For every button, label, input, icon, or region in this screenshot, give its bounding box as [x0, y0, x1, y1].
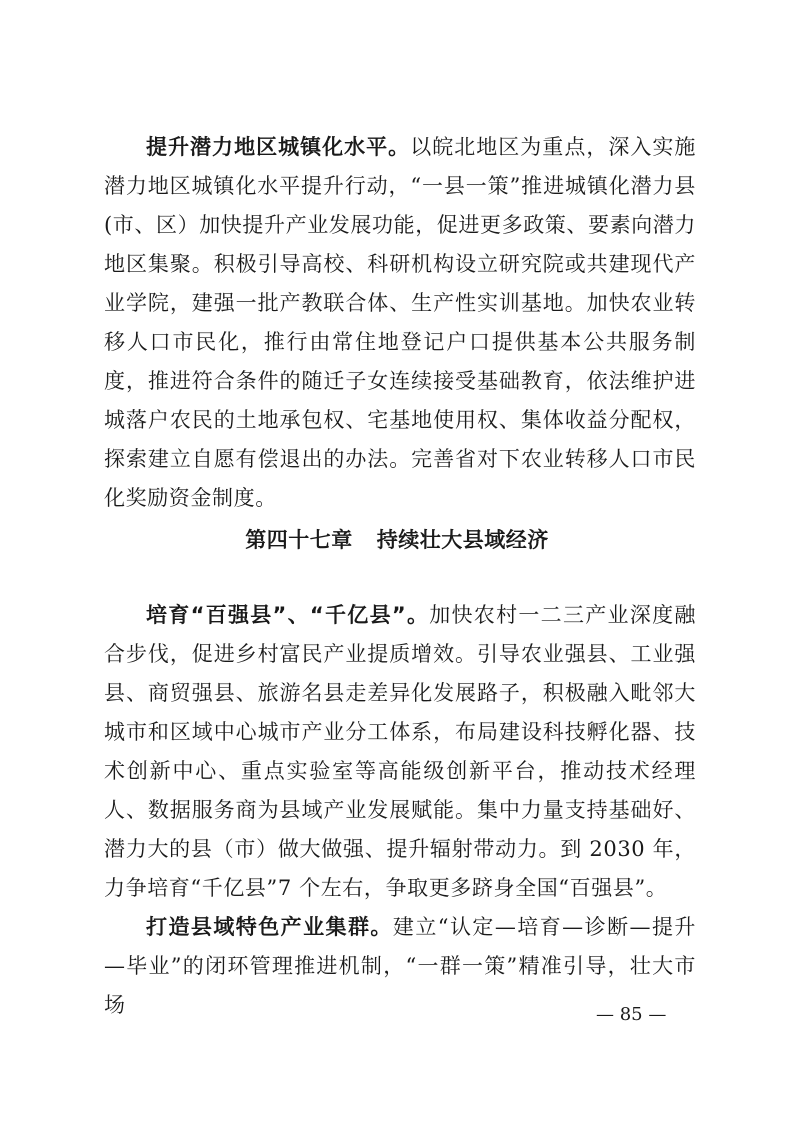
chapter-heading: [0, 524, 794, 554]
paragraph-body: 建立“认定—培育—诊断—提升—毕业”的闭环管理推进机制，“一群一策”精准引导，壮大市场: [104, 915, 696, 1017]
page-number: — 85 —: [596, 1004, 667, 1025]
paragraph-county-ranking: [104, 596, 696, 908]
paragraph-heading: 打造县域特色产业集群。: [146, 915, 393, 939]
paragraph-body: 加快农村一二三产业深度融合步伐，促进乡村富民产业提质增效。引导农业强县、工业强县、商贸强县、旅游名县走差异化发展路子，积极融入毗邻大城市和区域中心城市产业分工体系，布局建设科技孵化器、技术创新中心、重点实验室等高能级创新平台，推动技术经理人、数据服务商为县域产业发展赋能。集中力量支持基础好、潜力大的县（市）做大做强、提升辐射带动力。到 2030 年，力争培育“千亿县”7 个左右，争取更多跻身全国“百强县”。: [104, 603, 696, 900]
paragraph-body: 以皖北地区为重点，深入实施潜力地区城镇化水平提升行动，“一县一策”推进城镇化潜力县(市、区）加快提升产业发展功能，促进更多政策、要素向潜力地区集聚。积极引导高校、科研机构设立研究院或共建现代产业学院，建强一批产教联合体、生产性实训基地。加快农业转移人口市民化，推行由常住地登记户口提供基本公共服务制度，推进符合条件的随迁子女连续接受基础教育，依法维护进城落户农民的土地承包权、宅基地使用权、集体收益分配权，探索建立自愿有偿退出的办法。完善省对下农业转移人口市民化奖励资金制度。: [104, 135, 696, 510]
chapter-title: 持续壮大县域经济: [376, 528, 549, 552]
paragraph-heading: 提升潜力地区城镇化水平。: [146, 135, 411, 159]
paragraph-urbanization: [104, 128, 696, 518]
paragraph-heading: 培育“百强县”、“千亿县”。: [146, 603, 430, 627]
chapter-number: 第四十七章: [245, 528, 353, 552]
